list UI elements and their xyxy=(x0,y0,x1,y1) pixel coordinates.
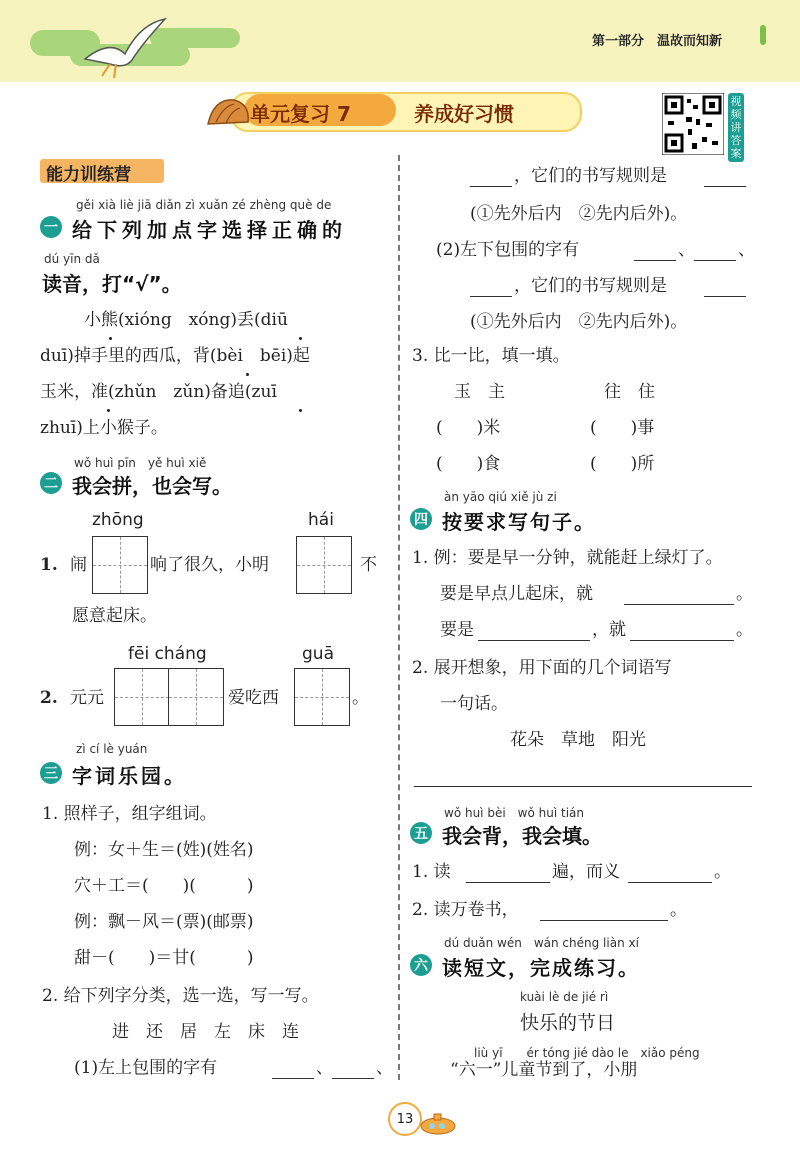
s3-example1: 例：女＋生＝(姓)(姓名) xyxy=(74,840,254,860)
section3-title: 字词乐园。 xyxy=(72,764,187,788)
story-title-pinyin: kuài lè de jié rì xyxy=(520,990,609,1004)
s4-words: 花朵 草地 阳光 xyxy=(510,730,646,750)
s3-q2: 2. 给下列字分类，选一选，写一写。 xyxy=(42,986,319,1006)
right-line5: (①先外后内 ②先内后外)。 xyxy=(470,312,688,332)
answer-blank[interactable] xyxy=(466,864,550,883)
emphasis-dot xyxy=(299,409,302,412)
s3-q1: 1. 照样子，组字组词。 xyxy=(42,804,217,824)
section4-title: 按要求写句子。 xyxy=(442,510,596,534)
q2-pinyin2: guā xyxy=(302,644,334,664)
answer-blank[interactable] xyxy=(634,242,676,261)
s2-q1-text-a: 闹 xyxy=(70,555,87,575)
right-line4: ，它们的书写规则是 xyxy=(514,276,667,296)
answer-blank[interactable] xyxy=(624,586,734,605)
s3-example2: 例：飘－风＝(票)(邮票) xyxy=(74,912,254,932)
s4-q2: 2. 展开想象，用下面的几个词语写 xyxy=(412,658,672,678)
s2-q2-text-b: 爱吃西 xyxy=(228,688,279,708)
s5-q1b: 遍，而义 xyxy=(552,862,620,882)
writing-box[interactable] xyxy=(92,536,148,594)
writing-box[interactable] xyxy=(296,536,352,594)
emphasis-dot xyxy=(107,409,110,412)
section4-pinyin: àn yāo qiú xiě jù zi xyxy=(444,490,557,504)
s4-q2b: 一句话。 xyxy=(440,694,508,714)
s2-q1-text-d: 愿意起床。 xyxy=(72,606,157,626)
section1-title: 给下列加点字选择正确的 xyxy=(72,218,347,242)
qr-code-icon[interactable] xyxy=(662,93,724,155)
answer-blank[interactable] xyxy=(630,622,734,641)
section1-pinyin2: dú yīn dǎ xyxy=(44,252,100,266)
s5-q2: 2. 读万卷书， xyxy=(412,900,519,920)
q1-pinyin2: hái xyxy=(308,510,334,530)
right-fill2b: ( )所 xyxy=(590,454,655,474)
right-line3: (2)左下包围的字有 xyxy=(436,240,580,260)
section3-number: 三 xyxy=(40,762,62,784)
column-divider xyxy=(398,155,400,1080)
writing-box[interactable] xyxy=(114,668,170,726)
story-line: “六一”儿童节到了，小朋 xyxy=(450,1060,638,1080)
section1-number: 一 xyxy=(40,216,62,238)
answer-blank[interactable] xyxy=(478,622,590,641)
section5-title: 我会背，我会填。 xyxy=(442,824,602,848)
unit-label: 单元复习 7 xyxy=(250,102,351,126)
banner-label: 能力训练营 xyxy=(46,165,131,185)
right-q3: 3. 比一比，填一填。 xyxy=(412,346,570,366)
section2-pinyin: wǒ huì pīn yě huì xiě xyxy=(74,456,207,470)
section3-pinyin: zì cí lè yuán xyxy=(76,742,148,756)
answer-blank[interactable] xyxy=(332,1060,374,1079)
section1-title2: 读音，打“√”。 xyxy=(42,272,182,296)
s1-line1: 小熊(xióng xóng)丢(diū xyxy=(84,310,288,330)
answer-blank[interactable] xyxy=(628,864,712,883)
s3-chars: 进 还 居 左 床 连 xyxy=(112,1022,299,1042)
answer-blank[interactable] xyxy=(694,242,736,261)
writing-line[interactable] xyxy=(414,786,752,787)
s2-q1-text-c: 不 xyxy=(360,555,377,575)
right-pairs1: 玉 主 xyxy=(454,382,505,402)
submarine-icon xyxy=(418,1110,458,1136)
section1-pinyin: gěi xià liè jiā diǎn zì xuǎn zé zhèng què de xyxy=(76,198,332,212)
s3-sub1: (1)左上包围的字有 xyxy=(74,1058,218,1078)
s2-q2-number: 2. xyxy=(40,688,58,708)
s2-q1-text-b: 响了很久，小明 xyxy=(150,555,269,575)
s4-line2b: ，就 xyxy=(592,620,626,640)
section4-number: 四 xyxy=(410,508,432,530)
answer-blank[interactable] xyxy=(540,902,668,921)
s3-line1: 穴＋工＝( )( ) xyxy=(74,876,254,896)
right-line2: (①先外后内 ②先内后外)。 xyxy=(470,204,688,224)
right-fill1a: ( )米 xyxy=(436,418,501,438)
story-line-pinyin: liù yī ér tóng jié dào le xiǎo péng xyxy=(474,1046,700,1060)
writing-box[interactable] xyxy=(168,668,224,726)
s2-q2-text-a: 元元 xyxy=(70,688,104,708)
s4-line1: 要是早点儿起床，就 xyxy=(440,584,593,604)
answer-blank[interactable] xyxy=(272,1060,314,1079)
section2-number: 二 xyxy=(40,472,62,494)
writing-box[interactable] xyxy=(294,668,350,726)
s1-line3: 玉米，准(zhǔn zǔn)备追(zuī xyxy=(40,382,277,402)
right-line1: ，它们的书写规则是 xyxy=(514,166,667,186)
q2-pinyin1: fēi cháng xyxy=(128,644,207,664)
right-pairs2: 往 住 xyxy=(604,382,655,402)
s4-q1: 1. 例：要是早一分钟，就能赶上绿灯了。 xyxy=(412,548,723,568)
shell-icon xyxy=(204,94,252,130)
answer-blank[interactable] xyxy=(704,168,746,187)
header-accent xyxy=(760,25,766,45)
page-number: 13 xyxy=(388,1102,422,1136)
unit-topic: 养成好习惯 xyxy=(414,102,514,126)
section6-number: 六 xyxy=(410,954,432,976)
section6-title: 读短文，完成练习。 xyxy=(442,956,640,980)
s2-q2-text-c: 。 xyxy=(352,688,369,708)
q1-pinyin1: zhōng xyxy=(92,510,144,530)
section5-number: 五 xyxy=(410,822,432,844)
s1-line2: duī)掉手里的西瓜，背(bèi bēi)起 xyxy=(40,346,310,366)
s4-line2a: 要是 xyxy=(440,620,474,640)
seagull-icon xyxy=(80,14,170,84)
s5-q1a: 1. 读 xyxy=(412,862,451,882)
answer-blank[interactable] xyxy=(470,168,512,187)
story-title: 快乐的节日 xyxy=(520,1012,616,1034)
right-fill2a: ( )食 xyxy=(436,454,501,474)
section6-pinyin: dú duǎn wén wán chéng liàn xí xyxy=(444,936,639,950)
emphasis-dot xyxy=(246,373,249,376)
qr-note: 视频讲答案 xyxy=(728,93,744,162)
section5-pinyin: wǒ huì bèi wǒ huì tián xyxy=(444,806,584,820)
emphasis-dot xyxy=(109,337,112,340)
s1-line4: zhuī)上小猴子。 xyxy=(40,418,168,438)
right-fill1b: ( )事 xyxy=(590,418,655,438)
section-title: 第一部分 温故而知新 xyxy=(592,34,723,49)
s2-q1-number: 1. xyxy=(40,555,58,575)
emphasis-dot xyxy=(299,337,302,340)
s3-line2: 甜－( )＝甘( ) xyxy=(74,948,254,968)
section2-title: 我会拼，也会写。 xyxy=(72,474,232,498)
answer-blank[interactable] xyxy=(704,278,746,297)
answer-blank[interactable] xyxy=(470,278,512,297)
